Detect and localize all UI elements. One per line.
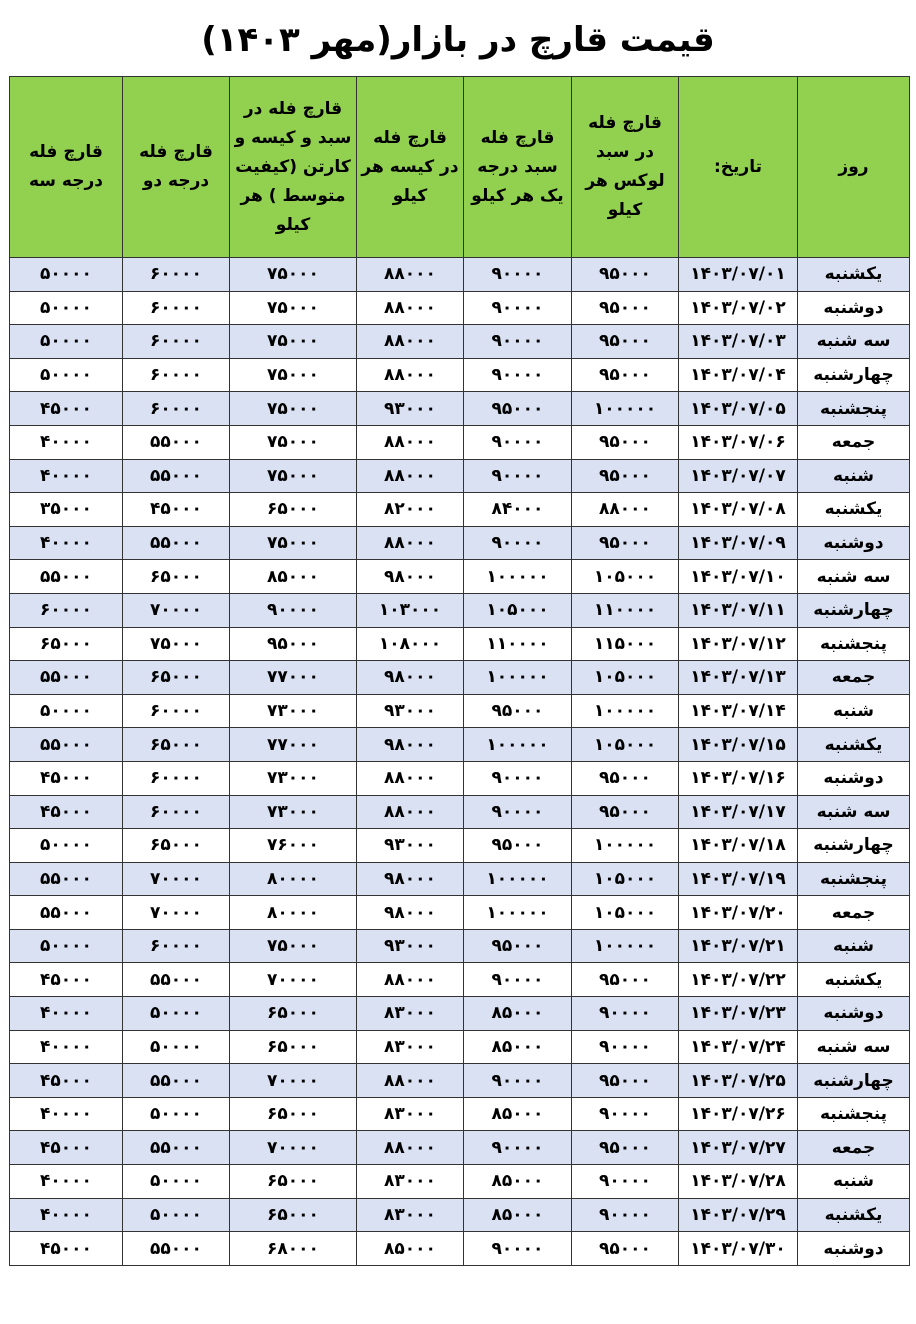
cell-bag: ۸۸۰۰۰ <box>357 258 464 292</box>
cell-grade3: ۴۵۰۰۰ <box>10 795 123 829</box>
cell-date: ۱۴۰۳/۰۷/۲۰ <box>679 896 798 930</box>
table-row <box>10 829 910 863</box>
table-row <box>10 493 910 527</box>
cell-grade1-basket: ۱۰۵۰۰۰ <box>464 593 572 627</box>
cell-lux-basket: ۱۱۰۰۰۰ <box>572 593 679 627</box>
cell-bag: ۸۵۰۰۰ <box>357 1232 464 1266</box>
cell-date: ۱۴۰۳/۰۷/۱۴ <box>679 694 798 728</box>
cell-day: دوشنبه <box>798 997 910 1031</box>
cell-bag: ۹۸۰۰۰ <box>357 728 464 762</box>
cell-grade1-basket: ۹۵۰۰۰ <box>464 929 572 963</box>
cell-day: دوشنبه <box>798 291 910 325</box>
cell-grade3: ۶۵۰۰۰ <box>10 627 123 661</box>
cell-bag: ۸۸۰۰۰ <box>357 526 464 560</box>
cell-grade2: ۷۰۰۰۰ <box>123 593 230 627</box>
cell-day: شنبه <box>798 929 910 963</box>
cell-medium-quality: ۹۰۰۰۰ <box>230 593 357 627</box>
cell-day: سه شنبه <box>798 795 910 829</box>
cell-date: ۱۴۰۳/۰۷/۱۰ <box>679 560 798 594</box>
cell-day: دوشنبه <box>798 526 910 560</box>
cell-day: دوشنبه <box>798 1232 910 1266</box>
cell-date: ۱۴۰۳/۰۷/۰۹ <box>679 526 798 560</box>
cell-day: جمعه <box>798 896 910 930</box>
cell-day: دوشنبه <box>798 761 910 795</box>
cell-date: ۱۴۰۳/۰۷/۰۵ <box>679 392 798 426</box>
table-row <box>10 761 910 795</box>
cell-lux-basket: ۱۰۰۰۰۰ <box>572 929 679 963</box>
cell-date: ۱۴۰۳/۰۷/۲۲ <box>679 963 798 997</box>
table-row <box>10 1232 910 1266</box>
price-table <box>9 76 910 1266</box>
table-row <box>10 258 910 292</box>
cell-grade3: ۴۰۰۰۰ <box>10 1198 123 1232</box>
cell-bag: ۸۸۰۰۰ <box>357 325 464 359</box>
header-lux-basket: قارچ فله در سبد لوکس هر کیلو <box>572 77 679 258</box>
cell-grade3: ۵۰۰۰۰ <box>10 829 123 863</box>
cell-grade1-basket: ۹۰۰۰۰ <box>464 761 572 795</box>
cell-lux-basket: ۹۰۰۰۰ <box>572 997 679 1031</box>
cell-grade1-basket: ۹۵۰۰۰ <box>464 392 572 426</box>
cell-date: ۱۴۰۳/۰۷/۲۴ <box>679 1030 798 1064</box>
header-grade2: قارچ فله درجه دو <box>123 77 230 258</box>
cell-grade3: ۵۰۰۰۰ <box>10 258 123 292</box>
table-row <box>10 896 910 930</box>
cell-date: ۱۴۰۳/۰۷/۱۸ <box>679 829 798 863</box>
cell-grade2: ۶۵۰۰۰ <box>123 829 230 863</box>
cell-grade2: ۵۰۰۰۰ <box>123 1030 230 1064</box>
cell-grade3: ۳۵۰۰۰ <box>10 493 123 527</box>
cell-grade2: ۶۰۰۰۰ <box>123 694 230 728</box>
cell-day: شنبه <box>798 694 910 728</box>
cell-grade1-basket: ۱۰۰۰۰۰ <box>464 728 572 762</box>
cell-medium-quality: ۷۵۰۰۰ <box>230 258 357 292</box>
cell-grade2: ۶۰۰۰۰ <box>123 291 230 325</box>
cell-grade1-basket: ۸۴۰۰۰ <box>464 493 572 527</box>
header-medium-quality: قارچ فله در سبد و کیسه و کارتن (کیفیت متوسط ) هر کیلو <box>230 77 357 258</box>
cell-date: ۱۴۰۳/۰۷/۱۱ <box>679 593 798 627</box>
cell-grade2: ۶۰۰۰۰ <box>123 358 230 392</box>
cell-grade3: ۵۰۰۰۰ <box>10 694 123 728</box>
cell-medium-quality: ۶۵۰۰۰ <box>230 1165 357 1199</box>
cell-grade2: ۵۵۰۰۰ <box>123 963 230 997</box>
table-row <box>10 325 910 359</box>
cell-grade1-basket: ۸۵۰۰۰ <box>464 1097 572 1131</box>
cell-medium-quality: ۷۶۰۰۰ <box>230 829 357 863</box>
header-date: تاریخ: <box>679 77 798 258</box>
cell-medium-quality: ۸۵۰۰۰ <box>230 560 357 594</box>
cell-date: ۱۴۰۳/۰۷/۰۱ <box>679 258 798 292</box>
cell-lux-basket: ۱۰۰۰۰۰ <box>572 829 679 863</box>
cell-grade2: ۶۵۰۰۰ <box>123 728 230 762</box>
table-body <box>10 258 910 1266</box>
cell-date: ۱۴۰۳/۰۷/۱۲ <box>679 627 798 661</box>
cell-date: ۱۴۰۳/۰۷/۱۵ <box>679 728 798 762</box>
table-row <box>10 459 910 493</box>
cell-bag: ۸۳۰۰۰ <box>357 997 464 1031</box>
cell-lux-basket: ۹۵۰۰۰ <box>572 459 679 493</box>
table-row <box>10 694 910 728</box>
cell-grade2: ۵۵۰۰۰ <box>123 526 230 560</box>
cell-lux-basket: ۱۰۵۰۰۰ <box>572 728 679 762</box>
cell-grade1-basket: ۹۰۰۰۰ <box>464 1232 572 1266</box>
cell-date: ۱۴۰۳/۰۷/۲۹ <box>679 1198 798 1232</box>
cell-lux-basket: ۹۵۰۰۰ <box>572 358 679 392</box>
cell-lux-basket: ۱۰۵۰۰۰ <box>572 896 679 930</box>
cell-grade3: ۴۵۰۰۰ <box>10 1131 123 1165</box>
cell-grade1-basket: ۱۰۰۰۰۰ <box>464 560 572 594</box>
cell-date: ۱۴۰۳/۰۷/۰۸ <box>679 493 798 527</box>
cell-lux-basket: ۹۵۰۰۰ <box>572 1064 679 1098</box>
cell-medium-quality: ۷۰۰۰۰ <box>230 1064 357 1098</box>
cell-grade2: ۵۵۰۰۰ <box>123 425 230 459</box>
cell-grade3: ۵۰۰۰۰ <box>10 929 123 963</box>
cell-day: یکشنبه <box>798 1198 910 1232</box>
cell-grade1-basket: ۹۰۰۰۰ <box>464 526 572 560</box>
table-row <box>10 963 910 997</box>
cell-day: جمعه <box>798 661 910 695</box>
table-row <box>10 560 910 594</box>
cell-grade1-basket: ۹۰۰۰۰ <box>464 291 572 325</box>
cell-day: پنجشنبه <box>798 627 910 661</box>
cell-lux-basket: ۹۵۰۰۰ <box>572 526 679 560</box>
cell-medium-quality: ۶۵۰۰۰ <box>230 1030 357 1064</box>
cell-grade2: ۵۵۰۰۰ <box>123 1232 230 1266</box>
header-bag: قارچ فله در کیسه هر کیلو <box>357 77 464 258</box>
cell-medium-quality: ۷۵۰۰۰ <box>230 358 357 392</box>
cell-bag: ۱۰۸۰۰۰ <box>357 627 464 661</box>
table-row <box>10 997 910 1031</box>
cell-grade2: ۵۰۰۰۰ <box>123 1198 230 1232</box>
cell-grade1-basket: ۹۰۰۰۰ <box>464 1131 572 1165</box>
cell-medium-quality: ۹۵۰۰۰ <box>230 627 357 661</box>
cell-grade2: ۵۵۰۰۰ <box>123 1064 230 1098</box>
cell-grade3: ۴۰۰۰۰ <box>10 1165 123 1199</box>
cell-medium-quality: ۷۵۰۰۰ <box>230 425 357 459</box>
cell-medium-quality: ۷۳۰۰۰ <box>230 795 357 829</box>
cell-grade2: ۵۵۰۰۰ <box>123 459 230 493</box>
cell-bag: ۸۳۰۰۰ <box>357 1165 464 1199</box>
cell-grade2: ۷۵۰۰۰ <box>123 627 230 661</box>
cell-grade2: ۵۰۰۰۰ <box>123 997 230 1031</box>
cell-grade2: ۴۵۰۰۰ <box>123 493 230 527</box>
cell-day: پنجشنبه <box>798 862 910 896</box>
cell-lux-basket: ۱۰۵۰۰۰ <box>572 862 679 896</box>
cell-bag: ۸۳۰۰۰ <box>357 1097 464 1131</box>
cell-date: ۱۴۰۳/۰۷/۰۴ <box>679 358 798 392</box>
cell-grade2: ۷۰۰۰۰ <box>123 896 230 930</box>
cell-grade1-basket: ۹۰۰۰۰ <box>464 425 572 459</box>
cell-date: ۱۴۰۳/۰۷/۰۷ <box>679 459 798 493</box>
cell-medium-quality: ۷۵۰۰۰ <box>230 526 357 560</box>
cell-medium-quality: ۷۳۰۰۰ <box>230 694 357 728</box>
cell-day: شنبه <box>798 1165 910 1199</box>
cell-lux-basket: ۹۵۰۰۰ <box>572 258 679 292</box>
cell-date: ۱۴۰۳/۰۷/۲۱ <box>679 929 798 963</box>
cell-lux-basket: ۹۵۰۰۰ <box>572 425 679 459</box>
cell-lux-basket: ۹۵۰۰۰ <box>572 291 679 325</box>
table-row <box>10 291 910 325</box>
cell-medium-quality: ۶۵۰۰۰ <box>230 997 357 1031</box>
page-title: قیمت قارچ در بازار(مهر ۱۴۰۳) <box>201 20 715 60</box>
cell-grade3: ۴۰۰۰۰ <box>10 425 123 459</box>
cell-grade1-basket: ۹۰۰۰۰ <box>464 325 572 359</box>
cell-grade1-basket: ۸۵۰۰۰ <box>464 1030 572 1064</box>
cell-bag: ۹۳۰۰۰ <box>357 829 464 863</box>
cell-bag: ۹۸۰۰۰ <box>357 560 464 594</box>
cell-grade2: ۶۰۰۰۰ <box>123 258 230 292</box>
cell-grade2: ۶۵۰۰۰ <box>123 560 230 594</box>
cell-grade2: ۶۰۰۰۰ <box>123 392 230 426</box>
cell-grade1-basket: ۸۵۰۰۰ <box>464 997 572 1031</box>
cell-medium-quality: ۶۸۰۰۰ <box>230 1232 357 1266</box>
cell-grade3: ۵۵۰۰۰ <box>10 661 123 695</box>
table-row <box>10 1064 910 1098</box>
cell-date: ۱۴۰۳/۰۷/۲۳ <box>679 997 798 1031</box>
cell-day: پنجشنبه <box>798 1097 910 1131</box>
header-day: روز <box>798 77 910 258</box>
cell-bag: ۸۲۰۰۰ <box>357 493 464 527</box>
cell-grade1-basket: ۱۰۰۰۰۰ <box>464 896 572 930</box>
cell-medium-quality: ۷۳۰۰۰ <box>230 761 357 795</box>
cell-grade3: ۴۰۰۰۰ <box>10 459 123 493</box>
cell-grade2: ۶۵۰۰۰ <box>123 661 230 695</box>
cell-bag: ۸۸۰۰۰ <box>357 358 464 392</box>
cell-grade3: ۵۵۰۰۰ <box>10 862 123 896</box>
table-row <box>10 358 910 392</box>
cell-grade3: ۴۰۰۰۰ <box>10 526 123 560</box>
cell-lux-basket: ۱۰۰۰۰۰ <box>572 694 679 728</box>
cell-lux-basket: ۹۵۰۰۰ <box>572 1131 679 1165</box>
table-row <box>10 526 910 560</box>
cell-day: چهارشنبه <box>798 593 910 627</box>
cell-day: چهارشنبه <box>798 1064 910 1098</box>
cell-day: جمعه <box>798 425 910 459</box>
cell-grade3: ۵۵۰۰۰ <box>10 560 123 594</box>
cell-grade1-basket: ۹۵۰۰۰ <box>464 694 572 728</box>
cell-grade1-basket: ۸۵۰۰۰ <box>464 1165 572 1199</box>
cell-grade2: ۶۰۰۰۰ <box>123 929 230 963</box>
cell-lux-basket: ۹۵۰۰۰ <box>572 963 679 997</box>
cell-lux-basket: ۹۰۰۰۰ <box>572 1165 679 1199</box>
table-row <box>10 1131 910 1165</box>
cell-grade2: ۶۰۰۰۰ <box>123 325 230 359</box>
cell-bag: ۹۳۰۰۰ <box>357 392 464 426</box>
cell-grade2: ۵۰۰۰۰ <box>123 1097 230 1131</box>
cell-grade3: ۴۵۰۰۰ <box>10 1232 123 1266</box>
cell-medium-quality: ۷۰۰۰۰ <box>230 1131 357 1165</box>
cell-grade3: ۴۵۰۰۰ <box>10 761 123 795</box>
cell-grade3: ۴۰۰۰۰ <box>10 997 123 1031</box>
table-row <box>10 661 910 695</box>
table-row <box>10 1030 910 1064</box>
cell-day: پنجشنبه <box>798 392 910 426</box>
cell-date: ۱۴۰۳/۰۷/۱۷ <box>679 795 798 829</box>
cell-date: ۱۴۰۳/۰۷/۲۶ <box>679 1097 798 1131</box>
cell-date: ۱۴۰۳/۰۷/۲۷ <box>679 1131 798 1165</box>
cell-grade3: ۵۰۰۰۰ <box>10 291 123 325</box>
table-row <box>10 728 910 762</box>
cell-bag: ۸۸۰۰۰ <box>357 761 464 795</box>
cell-grade3: ۴۵۰۰۰ <box>10 963 123 997</box>
cell-day: چهارشنبه <box>798 358 910 392</box>
cell-grade1-basket: ۱۱۰۰۰۰ <box>464 627 572 661</box>
cell-grade1-basket: ۹۰۰۰۰ <box>464 459 572 493</box>
cell-grade2: ۷۰۰۰۰ <box>123 862 230 896</box>
cell-date: ۱۴۰۳/۰۷/۰۶ <box>679 425 798 459</box>
cell-medium-quality: ۷۵۰۰۰ <box>230 929 357 963</box>
cell-grade3: ۴۰۰۰۰ <box>10 1030 123 1064</box>
cell-medium-quality: ۷۵۰۰۰ <box>230 291 357 325</box>
table-row <box>10 392 910 426</box>
cell-bag: ۸۸۰۰۰ <box>357 459 464 493</box>
cell-grade1-basket: ۹۰۰۰۰ <box>464 258 572 292</box>
cell-grade2: ۶۰۰۰۰ <box>123 795 230 829</box>
cell-bag: ۹۳۰۰۰ <box>357 929 464 963</box>
cell-lux-basket: ۱۱۵۰۰۰ <box>572 627 679 661</box>
cell-day: شنبه <box>798 459 910 493</box>
cell-date: ۱۴۰۳/۰۷/۳۰ <box>679 1232 798 1266</box>
cell-medium-quality: ۷۰۰۰۰ <box>230 963 357 997</box>
cell-medium-quality: ۷۵۰۰۰ <box>230 459 357 493</box>
cell-date: ۱۴۰۳/۰۷/۱۹ <box>679 862 798 896</box>
cell-grade1-basket: ۹۰۰۰۰ <box>464 963 572 997</box>
cell-grade3: ۴۰۰۰۰ <box>10 1097 123 1131</box>
cell-grade1-basket: ۹۰۰۰۰ <box>464 1064 572 1098</box>
cell-lux-basket: ۹۵۰۰۰ <box>572 1232 679 1266</box>
cell-lux-basket: ۱۰۰۰۰۰ <box>572 392 679 426</box>
cell-bag: ۸۸۰۰۰ <box>357 291 464 325</box>
cell-grade1-basket: ۹۰۰۰۰ <box>464 358 572 392</box>
cell-medium-quality: ۶۵۰۰۰ <box>230 1198 357 1232</box>
cell-lux-basket: ۹۰۰۰۰ <box>572 1097 679 1131</box>
table-row <box>10 1198 910 1232</box>
cell-day: سه شنبه <box>798 325 910 359</box>
cell-day: چهارشنبه <box>798 829 910 863</box>
cell-day: یکشنبه <box>798 493 910 527</box>
cell-bag: ۸۸۰۰۰ <box>357 1064 464 1098</box>
cell-grade2: ۶۰۰۰۰ <box>123 761 230 795</box>
cell-grade3: ۵۵۰۰۰ <box>10 896 123 930</box>
cell-grade1-basket: ۱۰۰۰۰۰ <box>464 862 572 896</box>
cell-grade1-basket: ۹۵۰۰۰ <box>464 829 572 863</box>
cell-grade2: ۵۰۰۰۰ <box>123 1165 230 1199</box>
table-row <box>10 795 910 829</box>
cell-date: ۱۴۰۳/۰۷/۲۸ <box>679 1165 798 1199</box>
cell-bag: ۸۸۰۰۰ <box>357 425 464 459</box>
cell-day: سه شنبه <box>798 560 910 594</box>
cell-day: یکشنبه <box>798 728 910 762</box>
cell-lux-basket: ۱۰۵۰۰۰ <box>572 661 679 695</box>
cell-medium-quality: ۷۷۰۰۰ <box>230 661 357 695</box>
cell-bag: ۹۳۰۰۰ <box>357 694 464 728</box>
header-grade1-basket: قارچ فله سبد درجه یک هر کیلو <box>464 77 572 258</box>
cell-date: ۱۴۰۳/۰۷/۱۳ <box>679 661 798 695</box>
cell-grade3: ۴۵۰۰۰ <box>10 392 123 426</box>
table-row <box>10 593 910 627</box>
cell-date: ۱۴۰۳/۰۷/۱۶ <box>679 761 798 795</box>
cell-day: سه شنبه <box>798 1030 910 1064</box>
cell-lux-basket: ۹۵۰۰۰ <box>572 795 679 829</box>
cell-lux-basket: ۸۸۰۰۰ <box>572 493 679 527</box>
cell-bag: ۸۳۰۰۰ <box>357 1030 464 1064</box>
cell-date: ۱۴۰۳/۰۷/۲۵ <box>679 1064 798 1098</box>
cell-medium-quality: ۷۵۰۰۰ <box>230 392 357 426</box>
cell-grade3: ۵۰۰۰۰ <box>10 358 123 392</box>
cell-bag: ۸۳۰۰۰ <box>357 1198 464 1232</box>
cell-medium-quality: ۶۵۰۰۰ <box>230 493 357 527</box>
cell-bag: ۸۸۰۰۰ <box>357 963 464 997</box>
cell-medium-quality: ۷۷۰۰۰ <box>230 728 357 762</box>
cell-lux-basket: ۹۵۰۰۰ <box>572 325 679 359</box>
cell-medium-quality: ۸۰۰۰۰ <box>230 896 357 930</box>
cell-lux-basket: ۹۰۰۰۰ <box>572 1198 679 1232</box>
cell-medium-quality: ۸۰۰۰۰ <box>230 862 357 896</box>
table-row <box>10 1097 910 1131</box>
cell-day: یکشنبه <box>798 963 910 997</box>
table-row <box>10 929 910 963</box>
cell-bag: ۹۸۰۰۰ <box>357 896 464 930</box>
cell-grade3: ۶۰۰۰۰ <box>10 593 123 627</box>
table-row <box>10 1165 910 1199</box>
cell-date: ۱۴۰۳/۰۷/۰۲ <box>679 291 798 325</box>
cell-grade3: ۴۵۰۰۰ <box>10 1064 123 1098</box>
table-row <box>10 425 910 459</box>
cell-day: جمعه <box>798 1131 910 1165</box>
cell-grade1-basket: ۱۰۰۰۰۰ <box>464 661 572 695</box>
cell-bag: ۹۸۰۰۰ <box>357 862 464 896</box>
cell-medium-quality: ۷۵۰۰۰ <box>230 325 357 359</box>
cell-medium-quality: ۶۵۰۰۰ <box>230 1097 357 1131</box>
cell-bag: ۸۸۰۰۰ <box>357 1131 464 1165</box>
table-row <box>10 627 910 661</box>
cell-lux-basket: ۹۰۰۰۰ <box>572 1030 679 1064</box>
cell-grade1-basket: ۸۵۰۰۰ <box>464 1198 572 1232</box>
cell-grade3: ۵۰۰۰۰ <box>10 325 123 359</box>
cell-day: یکشنبه <box>798 258 910 292</box>
cell-date: ۱۴۰۳/۰۷/۰۳ <box>679 325 798 359</box>
cell-grade1-basket: ۹۰۰۰۰ <box>464 795 572 829</box>
cell-lux-basket: ۹۵۰۰۰ <box>572 761 679 795</box>
cell-grade2: ۵۵۰۰۰ <box>123 1131 230 1165</box>
cell-grade3: ۵۵۰۰۰ <box>10 728 123 762</box>
cell-bag: ۹۸۰۰۰ <box>357 661 464 695</box>
table-row <box>10 862 910 896</box>
cell-bag: ۱۰۳۰۰۰ <box>357 593 464 627</box>
cell-lux-basket: ۱۰۵۰۰۰ <box>572 560 679 594</box>
header-row <box>10 77 910 258</box>
cell-bag: ۸۸۰۰۰ <box>357 795 464 829</box>
header-grade3: قارچ فله درجه سه <box>10 77 123 258</box>
